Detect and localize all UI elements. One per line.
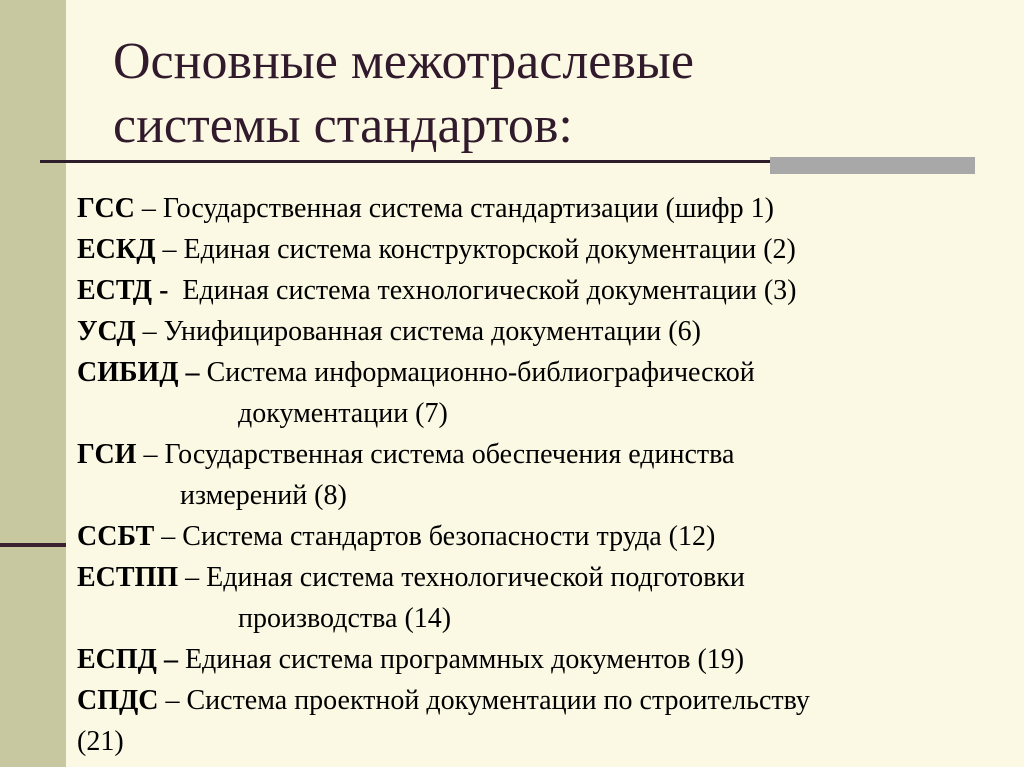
item-text: Система информационно-библиографической	[206, 357, 755, 388]
item-separator	[168, 275, 182, 306]
item-text: Система проектной документации по строительству	[186, 685, 810, 716]
item-separator: –	[155, 234, 184, 265]
item-abbr: ГСС	[77, 193, 135, 224]
list-item	[77, 188, 1007, 229]
item-text: Унифицированная система документации (6)	[163, 316, 701, 347]
list-item	[77, 639, 1007, 680]
item-continuation: документации (7)	[238, 398, 448, 429]
list-item	[77, 352, 1007, 434]
item-continuation: (21)	[77, 726, 124, 757]
item-text: Единая система программных документов (19)	[184, 644, 745, 675]
slide-title	[113, 30, 973, 158]
item-separator: –	[154, 521, 183, 552]
item-abbr: СПДС	[77, 685, 159, 716]
item-text: Государственная система обеспечения единства	[164, 439, 735, 470]
item-text: Единая система технологической документации (3)	[182, 275, 797, 306]
list-item	[77, 270, 1007, 311]
title-underline	[40, 160, 780, 163]
item-text: Единая система технологической подготовки	[206, 562, 745, 593]
item-abbr: УСД	[77, 316, 136, 347]
list-item	[77, 516, 1007, 557]
list-item	[77, 557, 1007, 639]
title-line-2: системы стандартов:	[113, 97, 573, 154]
item-separator	[178, 644, 185, 675]
item-text: Государственная система стандартизации (шифр 1)	[162, 193, 774, 224]
item-separator: –	[136, 439, 165, 470]
item-continuation: производства (14)	[238, 603, 452, 634]
standards-list	[77, 188, 1007, 762]
side-bar	[0, 0, 66, 767]
title-accent-bar	[770, 157, 975, 174]
title-line-1: Основные межотраслевые	[113, 33, 694, 90]
item-abbr: СИБИД –	[77, 357, 200, 388]
item-abbr: ГСИ	[77, 439, 137, 470]
item-separator: –	[134, 193, 163, 224]
item-abbr: ЕСПД –	[77, 644, 178, 675]
item-text: Система стандартов безопасности труда (12)	[182, 521, 716, 552]
item-separator	[200, 357, 207, 388]
item-separator: –	[178, 562, 207, 593]
item-abbr: ЕСТД -	[77, 275, 169, 306]
item-abbr: ССБТ	[77, 521, 155, 552]
list-item	[77, 680, 1007, 762]
item-text: Единая система конструкторской документации (2)	[183, 234, 796, 265]
list-item	[77, 311, 1007, 352]
side-bar-divider	[0, 543, 66, 547]
item-separator: –	[135, 316, 164, 347]
list-item	[77, 229, 1007, 270]
item-abbr: ЕСТПП	[77, 562, 179, 593]
list-item	[77, 434, 1007, 516]
item-continuation: измерений (8)	[180, 480, 347, 511]
item-abbr: ЕСКД	[77, 234, 156, 265]
item-separator: –	[158, 685, 187, 716]
